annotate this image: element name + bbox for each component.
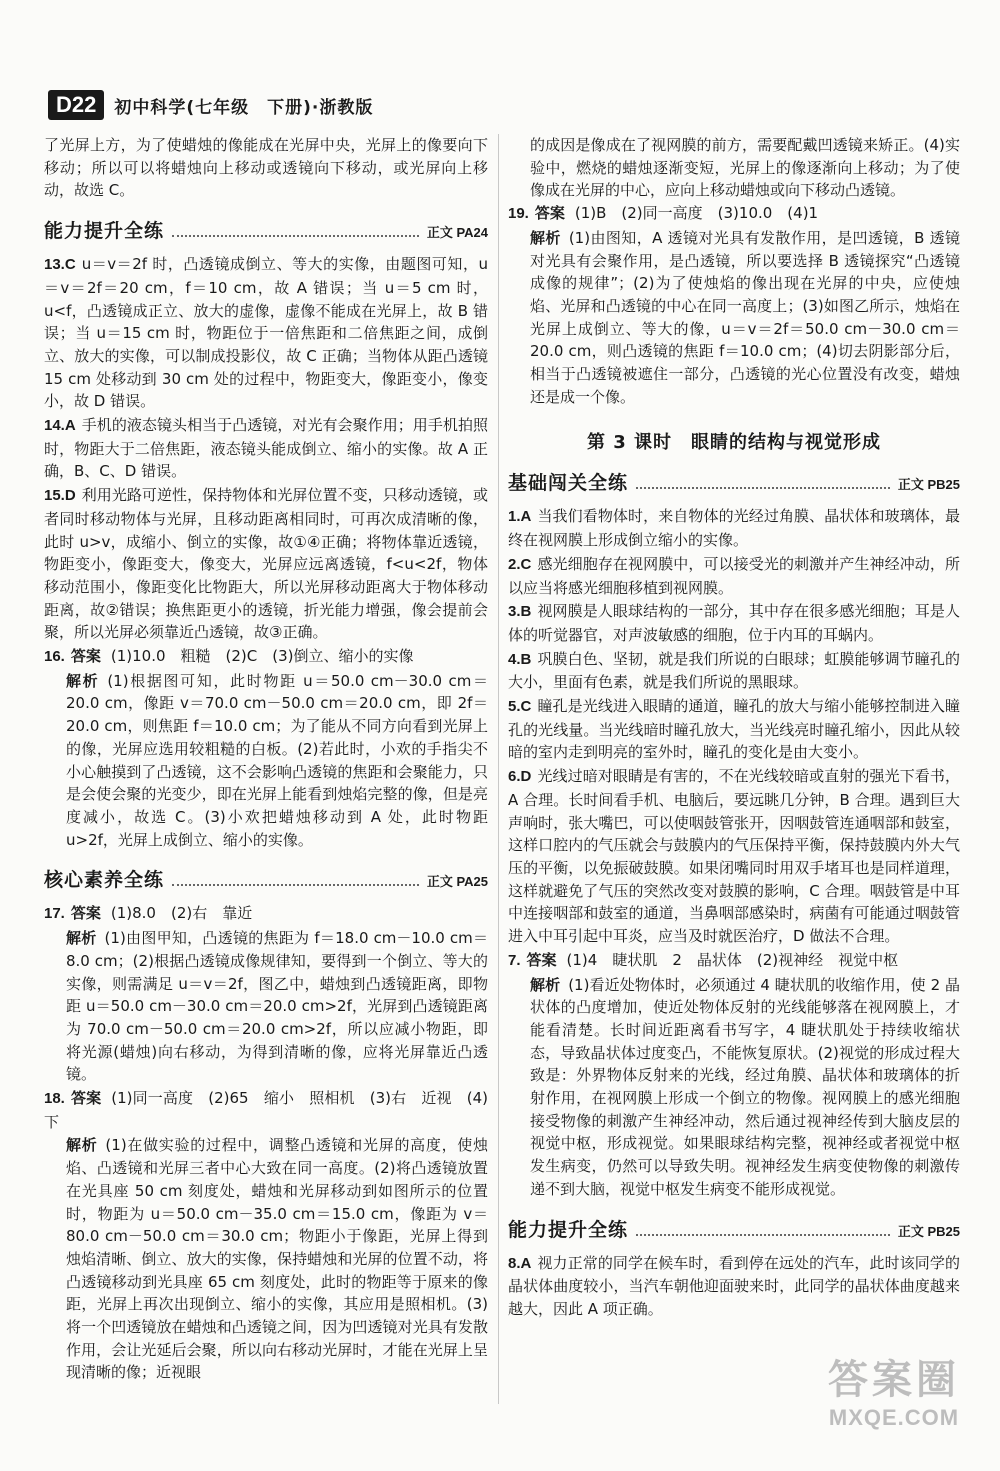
right-column xyxy=(508,134,960,1322)
explanation-label: 解析 xyxy=(530,975,561,994)
explanation-7 xyxy=(508,974,960,1201)
explanation-16 xyxy=(44,670,488,852)
question-number: 15.D xyxy=(44,487,76,505)
section-header-core xyxy=(44,865,488,892)
answer-text: 当我们看物体时，来自物体的光经过角膜、晶状体和玻璃体，最终在视网膜上形成倒立缩小的实像。 xyxy=(508,507,960,550)
dotted-leader xyxy=(636,1234,890,1236)
explanation-text: (1)根据图可知，此时物距 u＝50.0 cm－30.0 cm＝20.0 cm，像距 v＝70.0 cm－50.0 cm＝20.0 cm，即 2f＝20.0 cm，则焦距 f＝10.0 cm；为了能从不同方向看到光屏上的像，光屏应选用较粗糙的白板。(2)若此时，小欢的手指尖不小心触摸到了凸透镜，这不会影响凸透镜的焦距和会聚能力，只是会使会聚的光变少，即在光屏上能看到烛焰完整的像，但是亮度减小，故选 C。(3)小欢把蜡烛移动到 A 处，此时物距 u>2f，光屏上成倒立、缩小的实像。 xyxy=(66,671,488,849)
answer-2 xyxy=(508,553,960,599)
question-number: 13.C xyxy=(44,256,76,274)
dotted-leader xyxy=(636,487,890,489)
explanation-19 xyxy=(508,227,960,409)
answer-17 xyxy=(44,902,488,926)
answer-19 xyxy=(508,202,960,226)
watermark-logo: 答案圈 xyxy=(828,1358,960,1402)
question-number: 18. xyxy=(44,1090,65,1108)
answer-label: 答案 xyxy=(70,904,101,923)
answer-text: 感光细胞存在视网膜中，可以接受光的刺激并产生神经冲动，所以应当将感光细胞移植到视网膜。 xyxy=(508,554,960,597)
answer-text: 光线过暗对眼睛是有害的，不在光线较暗或直射的强光下看书，A 合理。长时间看手机、电脑后，要远眺几分钟，B 合理。遇到巨大声响时，张大嘴巴，可以使咽鼓管张开，因咽鼓管连通咽部和鼓室，这样口腔内的气压就会与鼓膜内的气压保持平衡，保持鼓膜内外大气压的平衡，以免振破鼓膜。如果闭嘴同时用双手堵耳也是同样道理，这样就避免了气压的突然改变对鼓膜的影响，C 合理。咽鼓管是中耳中连接咽部和鼓室的通道，当鼻咽部感染时，病菌有可能通过咽鼓管进入中耳引起中耳炎，应当及时就医治疗，D 做法不合理。 xyxy=(508,767,960,946)
lesson-title: 第 3 课时 眼睛的结构与视觉形成 xyxy=(586,432,882,454)
answer-text: 手机的液态镜头相当于凸透镜，对光有会聚作用；用手机拍照时，物距大于二倍焦距，液态镜头能成倒立、缩小的实像。故 A 正确，B、C、D 错误。 xyxy=(44,416,488,481)
continued-paragraph: 的成因是像成在了视网膜的前方，需要配戴凹透镜来矫正。(4)实验中，燃烧的蜡烛逐渐变短，光屏上的像逐渐向上移动；为了使像成在光屏的中心，应向上移动蜡烛或向下移动凸透镜。 xyxy=(530,136,960,200)
explanation-text: (1)看近处物体时，必须通过 4 睫状肌的收缩作用，使 2 晶状体的凸度增加，使近处物体反射的光线能够落在视网膜上，才能看清楚。长时间近距离看书写字，4 睫状肌处于持续收缩状态，导致晶状体过度变凸，不能恢复原状。(2)视觉的形成过程大致是：外界物体反射来的光线，经过角膜、晶状体和玻璃体的折射作用，在视网膜上形成一个倒立的物像。视网膜上的感光细胞接受物像的刺激产生神经冲动，然后通过视神经传到大脑皮层的视觉中枢，形成视觉。如果眼球结构完整，视神经或者视觉中枢发生病变，仍然可以导致失明。视神经发生病变使物像的刺激传递不到大脑，视觉中枢发生病变不能形成视觉。 xyxy=(530,975,960,1198)
question-number: 3.B xyxy=(508,603,532,621)
watermark-url: MXQE.COM xyxy=(828,1405,960,1430)
answer-3 xyxy=(508,600,960,646)
section-header-basic xyxy=(508,468,960,495)
question-number: 1.A xyxy=(508,508,532,526)
question-number: 6.D xyxy=(508,768,532,786)
answer-16 xyxy=(44,645,488,669)
explanation-label: 解析 xyxy=(66,929,97,948)
answer-text: (1)同一高度 (2)65 缩小 照相机 (3)右 近视 (4)下 xyxy=(44,1089,488,1131)
answer-18 xyxy=(44,1087,488,1133)
explanation-text: (1)由图知，A 透镜对光具有发散作用，是凹透镜，B 透镜对光具有会聚作用，是凸透镜，所以要选择 B 透镜探究“凸透镜成像的规律”；(2)为了使烛焰的像出现在光屏的中央，应使烛焰、光屏和凸透镜的中心在同一高度上；(3)如图乙所示，烛焰在光屏上成倒立、等大的像，u＝v＝2f＝50.0 cm－30.0 cm＝20.0 cm，则凸透镜的焦距 f＝10.0 cm；(4)切去阴影部分后，相当于凸透镜被遮住一部分，凸透镜的光心位置没有改变，蜡烛还是成一个像。 xyxy=(530,228,960,406)
answer-text: 巩膜白色、坚韧，就是我们所说的白眼球；虹膜能够调节瞳孔的大小，里面有色素，就是我们所说的黑眼球。 xyxy=(508,649,960,692)
intro-paragraph: 了光屏上方，为了使蜡烛的像能成在光屏中央，光屏上的像要向下移动；所以可以将蜡烛向上移动或透镜向下移动，或光屏向上移动，故选 C。 xyxy=(44,136,488,200)
book-title: 初中科学(七年级 下册)·浙教版 xyxy=(114,97,374,118)
answer-6 xyxy=(508,765,960,948)
answer-label: 答案 xyxy=(70,647,101,666)
answer-text: 利用光路可逆性，保持物体和光屏位置不变，只移动透镜，或者同时移动物体与光屏，且移动距离相同时，可再次成清晰的像，此时 u>v，成缩小、倒立的实像，故①④正确；将物体靠近透镜，物距变小，像距变大，像变大，光屏应远离透镜，f<u<2f，物体移动范围小，像距变化比物距大，所以光屏移动距离大于物体移动距离，故②错误；换焦距更小的透镜，折光能力增强，像会提前会聚，所以光屏必须靠近凸透镜，故③正确。 xyxy=(44,486,488,642)
answer-text: (1)B (2)同一高度 (3)10.0 (4)1 xyxy=(574,204,819,223)
answer-13 xyxy=(44,253,488,413)
section-page-ref: 正文 PA24 xyxy=(426,225,488,241)
answer-4 xyxy=(508,648,960,694)
answer-label: 答案 xyxy=(70,1089,102,1108)
answer-text: (1)10.0 粗糙 (2)C (3)倒立、缩小的实像 xyxy=(110,647,414,666)
question-number: 8.A xyxy=(508,1254,532,1272)
explanation-label: 解析 xyxy=(66,1136,98,1155)
answer-14 xyxy=(44,414,488,483)
answer-5 xyxy=(508,695,960,764)
answer-text: 视网膜是人眼球结构的一部分，其中存在很多感光细胞；耳是人体的听觉器官，对声波敏感的细胞，位于内耳的耳蜗内。 xyxy=(508,602,960,644)
explanation-17 xyxy=(44,927,488,1086)
explanation-text: (1)在做实验的过程中，调整凸透镜和光屏的高度，使烛焰、凸透镜和光屏三者中心大致在同一高度。(2)将凸透镜放置在光具座 50 cm 刻度处，蜡烛和光屏移动到如图所示的位置时，物距为 u＝50.0 cm－35.0 cm＝15.0 cm，像距为 v＝80.0 cm－50.0 cm＝30.0 cm；物距小于像距，光屏上得到烛焰清晰、倒立、放大的实像，保持蜡烛和光屏的位置不动，将凸透镜移动到光具座 65 cm 刻度处，此时的物距等于原来的像距，光屏上再次出现倒立、缩小的实像，其应用是照相机。(3)将一个凹透镜放在蜡烛和凸透镜之间，因为凹透镜对光具有发散作用，会让光延后会聚，所以向右移动光屏时，才能在光屏上呈现清晰的像；近视眼 xyxy=(66,1136,488,1382)
explanation-label: 解析 xyxy=(66,671,100,690)
section-page-ref: 正文 PB25 xyxy=(897,477,960,493)
question-number: 7. xyxy=(508,951,521,969)
section-title: 核心素养全练 xyxy=(44,869,165,892)
section-title: 基础闯关全练 xyxy=(508,472,629,495)
explanation-label: 解析 xyxy=(530,228,561,247)
left-column xyxy=(44,134,488,1385)
question-number: 17. xyxy=(44,905,65,923)
dotted-leader xyxy=(172,235,419,237)
question-number: 14.A xyxy=(44,417,76,435)
question-number: 16. xyxy=(44,648,65,666)
section-header-ability xyxy=(44,216,488,243)
section-header-ability-2 xyxy=(508,1215,960,1242)
section-title: 能力提升全练 xyxy=(44,220,165,243)
answer-text: (1)4 睫状肌 2 晶状体 (2)视神经 视觉中枢 xyxy=(566,950,899,969)
question-number: 4.B xyxy=(508,650,532,668)
answer-label: 答案 xyxy=(534,204,565,223)
answer-8 xyxy=(508,1252,960,1321)
answer-text: 瞳孔是光线进入眼睛的通道，瞳孔的放大与缩小能够控制进入瞳孔的光线量。当光线暗时瞳孔放大，当光线亮时瞳孔缩小，因此从较暗的室内走到明亮的室外时，瞳孔的变化是由大变小。 xyxy=(508,697,960,762)
question-number: 2.C xyxy=(508,555,532,573)
column-divider xyxy=(498,134,499,1404)
answer-15 xyxy=(44,484,488,644)
dotted-leader xyxy=(172,884,419,886)
answer-7 xyxy=(508,949,960,973)
section-title: 能力提升全练 xyxy=(508,1218,629,1241)
explanation-text: (1)由图甲知，凸透镜的焦距为 f＝18.0 cm－10.0 cm＝8.0 cm；(2)根据凸透镜成像规律知，要得到一个倒立、等大的实像，则需满足 u＝v＝2f，图乙中，蜡烛到凸透镜距离，即物距 u＝50.0 cm－30.0 cm＝20.0 cm>2f，光屏到凸透镜距离为 70.0 cm－50.0 cm＝20.0 cm>2f，所以应减小物距，即将光源(蜡烛)向右移动，为得到清晰的像，应将光屏靠近凸透镜。 xyxy=(66,929,488,1084)
answer-1 xyxy=(508,505,960,551)
answer-text: 视力正常的同学在候车时，看到停在远处的汽车，此时该同学的晶状体曲度较小，当汽车朝他迎面驶来时，此同学的晶状体曲度越来越大，因此 A 项正确。 xyxy=(508,1253,960,1318)
question-number: 5.C xyxy=(508,698,532,716)
question-number: 19. xyxy=(508,205,529,223)
explanation-18 xyxy=(44,1134,488,1384)
answer-text: u＝v＝2f 时，凸透镜成倒立、等大的实像，由题图可知，u＝v＝2f＝20 cm，f＝10 cm，故 A 错误；当 u＝5 cm 时，u<f，凸透镜成正立、放大的虚像，虚像不能成在光屏上，故 B 错误；当 u＝15 cm 时，物距位于一倍焦距和二倍焦距之间，成倒立、放大的实像，可以制成投影仪，故 C 正确；当物体从距凸透镜 15 cm 处移动到 30 cm 处的过程中，物距变大，像距变小，像变小，故 D 错误。 xyxy=(44,255,488,411)
section-page-ref: 正文 PB25 xyxy=(897,1223,960,1239)
page-header xyxy=(48,90,373,120)
answer-label: 答案 xyxy=(526,950,557,969)
section-page-ref: 正文 PA25 xyxy=(426,874,488,890)
page-number: D22 xyxy=(48,90,104,120)
answer-text: (1)8.0 (2)右 靠近 xyxy=(110,904,253,923)
site-watermark xyxy=(828,1348,960,1431)
